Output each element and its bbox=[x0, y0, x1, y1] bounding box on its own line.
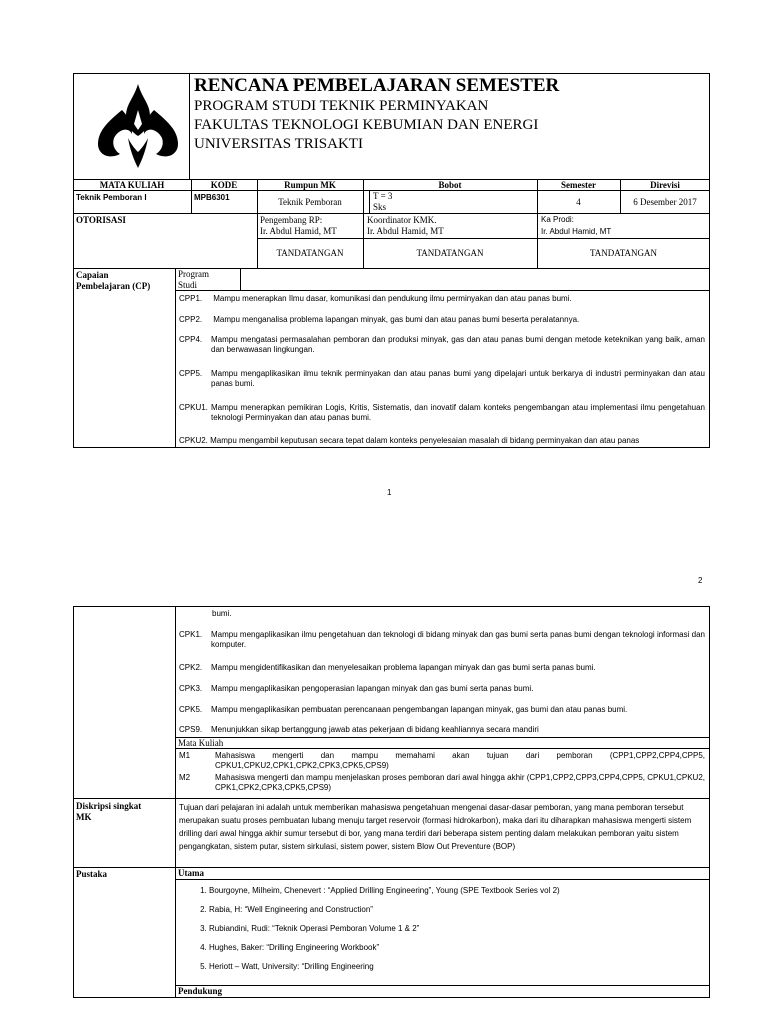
program-name: PROGRAM STUDI TEKNIK PERMINYAKAN bbox=[194, 98, 489, 114]
cp-code: CPP5. bbox=[179, 369, 203, 378]
cp-text: Mampu menerapkan Ilmu dasar, komunikasi dan pendukung ilmu perminyakan dan atau panas bumi. bbox=[213, 294, 572, 303]
header-mata-kuliah: MATA KULIAH bbox=[99, 180, 165, 190]
mk-code: M2 bbox=[179, 773, 191, 782]
list-item: 2. Rabia, H: “Well Engineering and Construction” bbox=[209, 905, 705, 915]
list-item bbox=[179, 315, 705, 325]
coordinator-role: Koordinator KMK. bbox=[367, 215, 437, 225]
list-item: 4. Hughes, Baker: “Drilling Engineering Workbook” bbox=[209, 943, 705, 953]
mk-code: M1 bbox=[179, 751, 191, 760]
course-revised: 6 Desember 2017 bbox=[633, 197, 697, 207]
cp-code: CPK2. bbox=[179, 663, 203, 672]
cp-text: Mampu mengatasi permasalahan pemboran dan produksi minyak, gas dan atau panas bumi dengan metode keteknikan yang baik, aman dan berwawasan lingkungan. bbox=[211, 335, 705, 354]
cp-text: Mampu mengaplikasikan ilmu teknik perminyakan dan atau panas bumi yang dipelajari untuk berkarya di industri perminyakan dan atau panas bumi. bbox=[211, 369, 705, 388]
document-title: RENCANA PEMBELAJARAN SEMESTER bbox=[194, 75, 560, 96]
utama-label: Utama bbox=[178, 868, 204, 878]
course-name: Teknik Pemboran I bbox=[76, 193, 147, 202]
list-item bbox=[179, 294, 705, 304]
developer-name: Ir. Abdul Hamid, MT bbox=[260, 226, 337, 236]
page-number-2: 2 bbox=[698, 576, 703, 585]
head-name: Ir. Abdul Hamid, MT bbox=[541, 227, 612, 236]
cp-text: Mampu mengaplikasikan pengoperasian lapangan minyak dan gas bumi serta panas bumi. bbox=[211, 684, 534, 693]
cp-text: Menunjukkan sikap bertanggung jawab atas pekerjaan di bidang keahliannya secara mandiri bbox=[211, 725, 539, 734]
page-number-1: 1 bbox=[387, 488, 392, 497]
header-bobot: Bobot bbox=[438, 180, 462, 190]
course-code: MPB6301 bbox=[194, 193, 230, 202]
deskripsi-label: Diskripsi singkat MK bbox=[76, 801, 142, 822]
pustaka-utama-list bbox=[185, 886, 705, 981]
course-bobot: T = 3 Sks bbox=[373, 191, 393, 212]
cp-code: CPP4. bbox=[179, 335, 203, 344]
list-item bbox=[179, 436, 709, 446]
deskripsi-text: Tujuan dari pelajaran ini adalah untuk memberikan mahasiswa pengetahuan mengenai dasar-dasar pemboran, yang mana pemboran tersebut merupakan suatu proses pembuatan lubang menuju target reservoir (formasi hidrokarbon), maka dari itu diharapkan mahasiswa mengerti sistem drilling dari awal hingga akhir sumur tersebut di bor, yang mana terdiri dari beberapa sistem penting dalam melakukan pemboran yaitu sistem pengangkatan, sistem putar, sistem sirkulasi, sistem power, sistem Blow Out Preventure (BOP) bbox=[179, 803, 692, 851]
cp-text: Mampu mengidentifikasikan dan menyelesaikan problema lapangan minyak dan gas bumi serta panas bumi. bbox=[211, 663, 596, 672]
list-item bbox=[179, 684, 705, 694]
header-kode: KODE bbox=[210, 180, 238, 190]
cp-code: CPK5. bbox=[179, 705, 203, 714]
list-item bbox=[179, 751, 705, 771]
signature-head: TANDATANGAN bbox=[589, 248, 658, 258]
list-item bbox=[179, 705, 705, 715]
list-item bbox=[179, 403, 705, 423]
list-item bbox=[179, 369, 705, 389]
header-rumpun: Rumpun MK bbox=[284, 180, 336, 190]
coordinator-name: Ir. Abdul Hamid, MT bbox=[367, 226, 444, 236]
mata-kuliah-label: Mata Kuliah bbox=[178, 738, 224, 748]
cp-code: CPK1. bbox=[179, 630, 203, 639]
mk-text: Mahasiswa mengerti dan mampu memahami akan tujuan dari pemboran (CPP1,CPP2,CPP4,CPP5, CPKU1,CPKU2,CPK1,CPK2,CPK3,CPK5,CPS9) bbox=[215, 751, 705, 770]
university-name: UNIVERSITAS TRISAKTI bbox=[194, 136, 363, 152]
list-item: 5. Heriott – Watt, University: “Drilling Engineering bbox=[209, 962, 705, 972]
list-item bbox=[179, 663, 705, 673]
pendukung-label: Pendukung bbox=[178, 986, 223, 996]
mk-text: Mahasiswa mengerti dan mampu menjelaskan proses pemboran dari awal hingga akhir (CPP1,CPP2,CPP3,CPP4,CPP5, CPKU1,CPKU2, CPK1,CPK2,CPK3,CPK5,CPS9) bbox=[215, 773, 706, 792]
developer-role: Pengembang RP: bbox=[260, 215, 323, 225]
signature-coordinator: TANDATANGAN bbox=[416, 248, 484, 258]
header-semester: Semester bbox=[561, 180, 596, 190]
list-item bbox=[179, 335, 705, 355]
cp-text: Mampu mengaplikasikan ilmu pengetahuan dan teknologi di bidang minyak dan gas bumi serta panas bumi dengan teknologi informasi dan komputer. bbox=[211, 630, 705, 649]
cp-text: Mampu menganalisa problema lapangan minyak, gas bumi dan atau panas bumi beserta peralatannya. bbox=[213, 315, 580, 324]
cp-code: CPP2. bbox=[179, 315, 203, 324]
cp-label: Capaian Pembelajaran (CP) bbox=[76, 270, 151, 291]
university-logo bbox=[92, 80, 184, 172]
list-item bbox=[179, 630, 705, 650]
course-rumpun: Teknik Pemboran bbox=[278, 197, 342, 207]
pustaka-label: Pustaka bbox=[76, 869, 108, 879]
cp-text: Mampu menerapkan pemikiran Logis, Kritis, Sistematis, dan inovatif dalam konteks pengembangan atau implementasi ilmu pengetahuan teknologi Perminyakan dan atau panas bumi. bbox=[211, 403, 705, 422]
cp-code: CPS9. bbox=[179, 725, 203, 734]
otorisasi-label: OTORISASI bbox=[76, 215, 126, 225]
course-semester: 4 bbox=[576, 197, 581, 207]
signature-developer: TANDATANGAN bbox=[276, 248, 344, 258]
cp-code: CPKU1. bbox=[179, 403, 208, 412]
head-role: Ka Prodi: bbox=[541, 215, 574, 224]
program-studi-label: Program Studi bbox=[178, 269, 209, 290]
list-item bbox=[179, 773, 705, 793]
cp-code: CPKU2. bbox=[179, 436, 208, 445]
list-item bbox=[179, 725, 705, 735]
header-direvisi: Direvisi bbox=[650, 180, 680, 190]
cp-code: CPK3. bbox=[179, 684, 203, 693]
faculty-name: FAKULTAS TEKNOLOGI KEBUMIAN DAN ENERGI bbox=[194, 117, 539, 133]
cp-text: Mampu mengaplikasikan pembuatan perencanaan pengembangan lapangan minyak, gas bumi dan atau panas bumi. bbox=[211, 705, 628, 714]
cp-continuation: bumi. bbox=[212, 609, 232, 618]
list-item: 1. Bourgoyne, Milheim, Chenevert : “Applied Drilling Engineering”, Young (SPE Textbook Series vol 2) bbox=[209, 886, 705, 896]
cp-text: Mampu mengambil keputusan secara tepat dalam konteks penyelesaian masalah di bidang perminyakan dan atau panas bbox=[210, 436, 640, 445]
list-item: 3. Rubiandini, Rudi: “Teknik Operasi Pemboran Volume 1 & 2” bbox=[209, 924, 705, 934]
cp-code: CPP1. bbox=[179, 294, 203, 303]
